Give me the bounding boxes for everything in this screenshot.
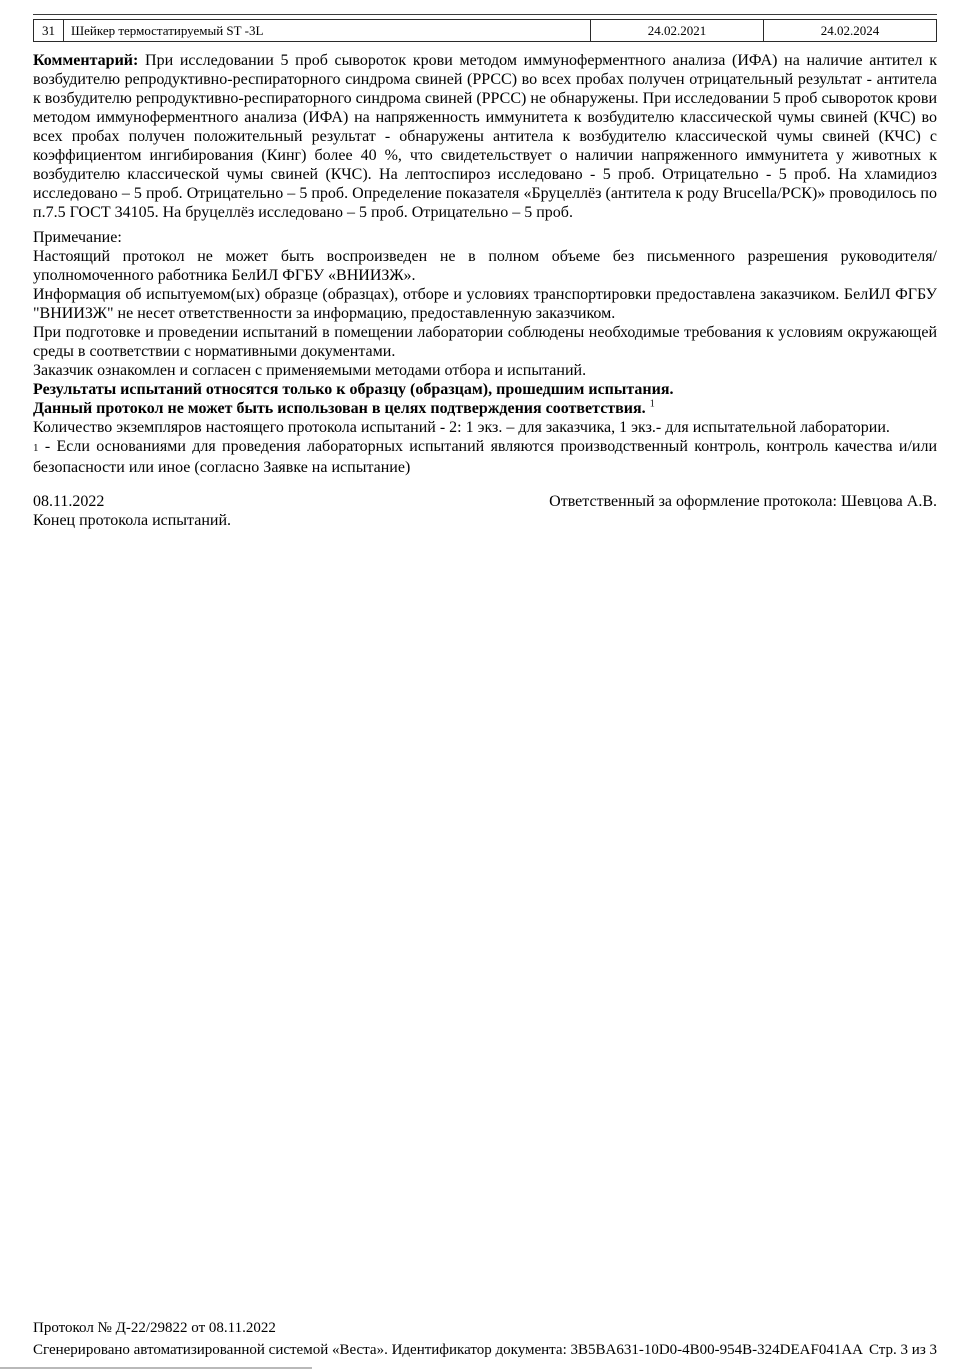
- comment-paragraph: [33, 51, 937, 222]
- footer-page-number: Стр. 3 из 3: [869, 1342, 937, 1358]
- signoff-responsible: Ответственный за оформление протокола: Шевцова А.В.: [549, 493, 937, 510]
- equipment-table: [33, 19, 937, 42]
- note-label: Примечание:: [33, 229, 122, 246]
- footnote-reference: 1: [649, 398, 655, 410]
- equipment-name: Шейкер термостатируемый ST -3L: [64, 20, 591, 42]
- conformity-statement: Данный протокол не может быть использован в целях подтверждения соответствия.: [33, 400, 646, 417]
- note-line-reproduction: Настоящий протокол не может быть воспроизведен не в полном объеме без письменного разрешения руководителя/уполномоченного работника БелИЛ ФГБУ «ВНИИЗЖ».: [33, 248, 937, 284]
- end-of-protocol-line: Конец протокола испытаний.: [33, 512, 232, 529]
- equipment-table-row: [34, 20, 937, 42]
- table-continuation-rule: [33, 14, 937, 15]
- note-line-customer-agreement: Заказчик ознакомлен и согласен с применяемыми методами отбора и испытаний.: [33, 362, 587, 379]
- comment-text: При исследовании 5 проб сывороток крови методом иммуноферментного анализа (ИФА) на наличие антител к возбудителю репродуктивно-респираторного синдрома свиней (РРСС) во всех пробах получен отрицательный результат - антитела к возбудителю репродуктивно-респираторного синдрома свиней (РРСС) не обнаружены. При исследовании 5 проб сывороток крови методом иммуноферментного анализа (ИФА) на напряженность иммунитета к возбудителю классической чумы свиней (КЧС) во всех пробах получен положительный результат - обнаружены антитела к возбудителю классической чумы свиней (КЧС) с коэффициентом ингибирования (Кинг) более 40 %, что свидетельствует о наличии напряженного иммунитета у животных к возбудителю классической чумы свиней (КЧС). На лептоспироз исследовано - 5 проб. Отрицательно - 5 проб. На хламидиоз исследовано – 5 проб. Отрицательно – 5 проб. Определение показателя «Бруцеллёз (антитела к роду Brucella/РСК)» проводилось по п.7.5 ГОСТ 34105. На бруцеллёз исследовано – 5 проб. Отрицательно – 5 проб.: [33, 52, 938, 221]
- footer-generated-line: Сгенерировано автоматизированной системой «Веста». Идентификатор документа: 3B5BA631-10D0-4B00-954B-324DEAF041AA: [33, 1342, 863, 1358]
- footnote-text: - Если основаниями для проведения лабораторных испытаний являются производственный контроль, контроль качества и/или безопасности или иное (согласно Заявке на испытание): [33, 438, 938, 476]
- footnote-line: [33, 437, 937, 477]
- copies-line: Количество экземпляров настоящего протокола испытаний - 2: 1 экз. – для заказчика, 1 экз.- для испытательной лаборатории.: [33, 419, 890, 436]
- comment-label: Комментарий:: [33, 52, 139, 69]
- results-scope-statement: Результаты испытаний относятся только к образцу (образцам), прошедшим испытания.: [33, 381, 674, 398]
- equipment-date-to: 24.02.2024: [764, 20, 937, 42]
- equipment-row-number: 31: [34, 20, 64, 42]
- footnote-marker: 1: [33, 442, 39, 454]
- conformity-statement-line: [33, 399, 937, 418]
- signoff-date: 08.11.2022: [33, 493, 105, 510]
- note-section: [33, 228, 937, 477]
- page-footer: [33, 1317, 937, 1361]
- note-line-conditions: При подготовке и проведении испытаний в помещении лаборатории соблюдены необходимые требования к условиям окружающей среды в соответствии с нормативными документами.: [33, 324, 937, 360]
- footer-generated-row: [33, 1339, 937, 1361]
- page-content: [33, 0, 937, 530]
- equipment-date-from: 24.02.2021: [591, 20, 764, 42]
- signoff-row: [33, 492, 937, 511]
- footer-protocol-line: Протокол № Д-22/29822 от 08.11.2022: [33, 1320, 276, 1336]
- note-line-information: Информация об испытуемом(ых) образце (образцах), отборе и условиях транспортировки предоставлена заказчиком. БелИЛ ФГБУ "ВНИИЗЖ" не несет ответственности за информацию, предоставленную заказчиком.: [33, 286, 937, 322]
